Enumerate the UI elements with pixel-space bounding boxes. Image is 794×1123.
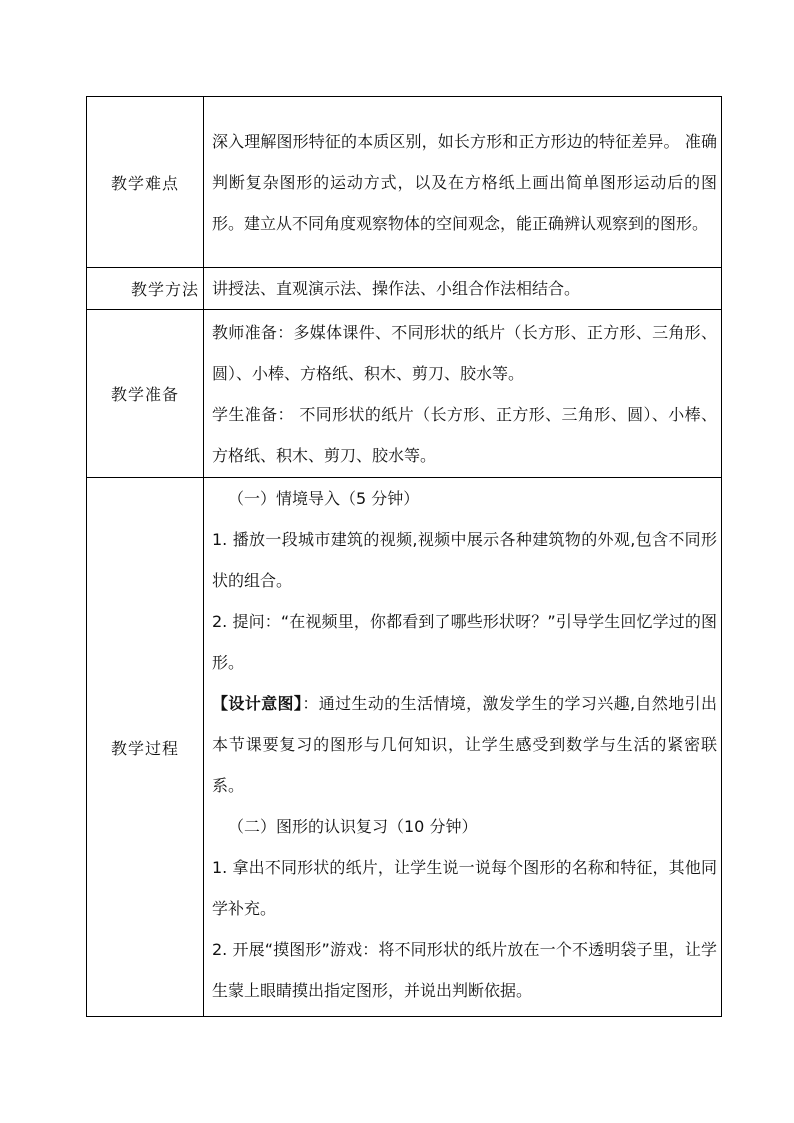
row-content-process xyxy=(204,478,722,1017)
section2-item2: 2. 开展“摸图形”游戏：将不同形状的纸片放在一个不透明袋子里，让学生蒙上眼睛摸出指定图形，并说出判断依据。 xyxy=(212,940,717,1000)
design-intent-paragraph xyxy=(212,683,717,806)
row-label-prep: 教学准备 xyxy=(87,310,204,478)
section2-item1: 1. 拿出不同形状的纸片，让学生说一说每个图形的名称和特征，其他同学补充。 xyxy=(212,858,717,918)
table-row-process xyxy=(87,478,722,1017)
section1-item1: 1. 播放一段城市建筑的视频,视频中展示各种建筑物的外观,包含不同形状的组合。 xyxy=(212,530,717,590)
row-content-method xyxy=(204,268,722,310)
table-row-prep xyxy=(87,310,722,478)
design-intent-text: ：通过生动的生活情境，激发学生的学习兴趣,自然地引出本节课要复习的图形与几何知识，让学生感受到数学与生活的紧密联系。 xyxy=(212,694,717,795)
section1-title: （一）情境导入（5 分钟） xyxy=(228,489,420,508)
method-text: 讲授法、直观演示法、操作法、小组合作法相结合。 xyxy=(212,279,581,298)
table-row-method xyxy=(87,268,722,310)
section1-item2: 2. 提问：“在视频里，你都看到了哪些形状呀？”引导学生回忆学过的图形。 xyxy=(212,612,717,672)
student-prep-text: 学生准备： 不同形状的纸片（长方形、正方形、三角形、圆）、小棒、方格纸、积木、剪刀、胶水等。 xyxy=(212,404,717,465)
design-intent-tag: 【设计意图】 xyxy=(212,694,303,713)
table-row-difficulty xyxy=(87,97,722,268)
row-label-difficulty: 教学难点 xyxy=(87,97,204,268)
section2-title: （二）图形的认识复习（10 分钟） xyxy=(228,817,478,836)
row-label-method: 教学方法 xyxy=(87,268,204,310)
row-content-difficulty xyxy=(204,97,722,268)
row-label-process: 教学过程 xyxy=(87,478,204,1017)
difficulty-text: 深入理解图形特征的本质区别，如长方形和正方形边的特征差异。 准确判断复杂图形的运动方式，以及在方格纸上画出简单图形运动后的图形。建立从不同角度观察物体的空间观念，能正确辨认观察到的图形。 xyxy=(212,131,717,233)
lesson-plan-table xyxy=(86,96,722,1017)
row-content-prep xyxy=(204,310,722,478)
teacher-prep-text: 教师准备：多媒体课件、不同形状的纸片（长方形、正方形、三角形、圆）、小棒、方格纸、积木、剪刀、胶水等。 xyxy=(212,322,717,383)
